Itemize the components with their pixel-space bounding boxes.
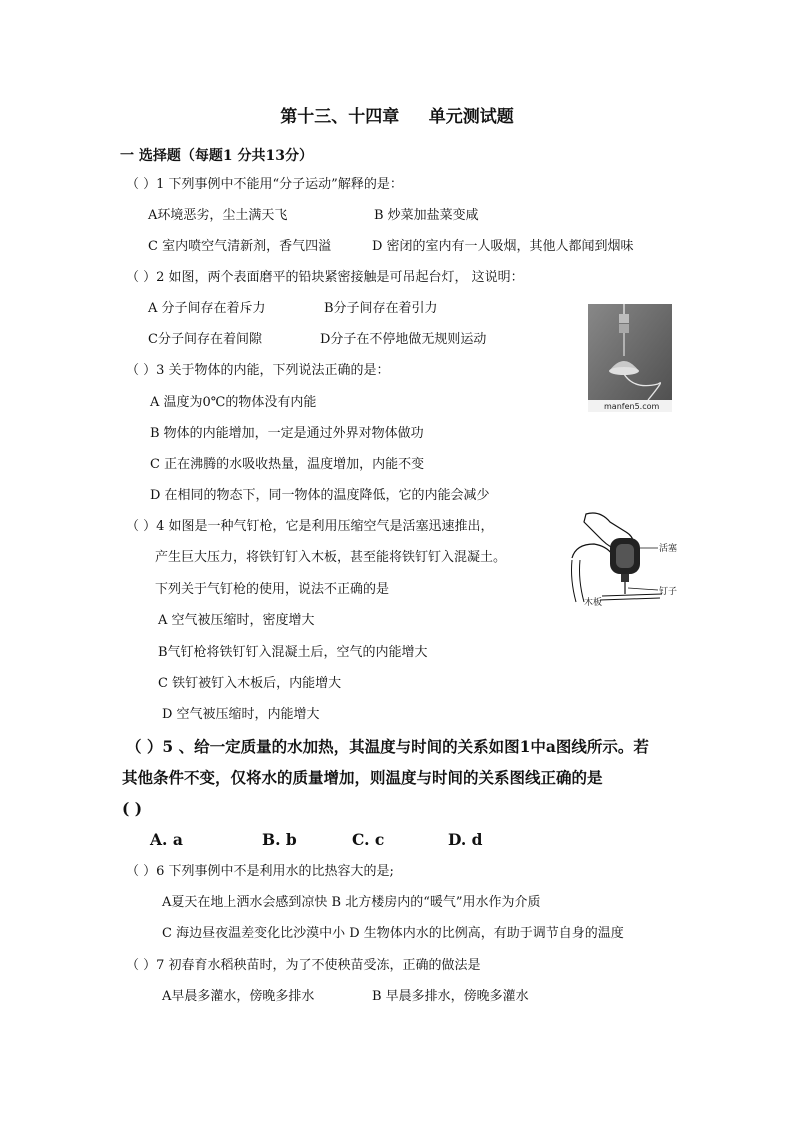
question-2-option-d: D分子在不停地做无规则运动 [320, 332, 487, 347]
question-3-stem: （ ）3 关于物体的内能，下列说法正确的是： [126, 363, 390, 378]
question-5-stem-line-2: 其他条件不变，仅将水的质量增加，则温度与时间的关系图线正确的是 [122, 768, 603, 787]
question-7-stem: （ ）7 初春育水稻秧苗时，为了不使秧苗受冻，正确的做法是 [126, 958, 481, 973]
question-6-stem: （ ）6 下列事例中不是利用水的比热容大的是; [126, 864, 394, 879]
question-3-option-a: A 温度为0℃的物体没有内能 [150, 395, 317, 410]
question-4-stem-line-3: 下列关于气钉枪的使用，说法不正确的是 [155, 582, 390, 597]
figure-label-piston: 活塞 [659, 544, 678, 554]
lead-blocks-lamp-figure [588, 304, 672, 412]
figure-watermark: manfen5.com [604, 402, 660, 411]
question-1-option-c: C 室内喷空气清新剂，香气四溢 [148, 239, 332, 254]
question-1-option-a: A环境恶劣，尘土满天飞 [148, 208, 288, 223]
question-6-options-line-1: A夏天在地上洒水会感到凉快 B 北方楼房内的“暖气”用水作为介质 [162, 895, 541, 910]
nail-gun-figure [566, 508, 686, 608]
question-3-option-c: C 正在沸腾的水吸收热量，温度增加，内能不变 [150, 457, 425, 472]
question-7-option-a: A早晨多灌水，傍晚多排水 [162, 989, 315, 1004]
lamp-photo-icon [588, 304, 672, 412]
question-4-option-c: C 铁钉被钉入木板后，内能增大 [158, 676, 342, 691]
question-4-option-b: B气钉枪将铁钉钉入混凝土后，空气的内能增大 [158, 645, 428, 660]
question-7-option-b: B 早晨多排水，傍晚多灌水 [372, 989, 529, 1004]
question-2-option-a: A 分子间存在着斥力 [148, 301, 266, 316]
question-4-option-d: D 空气被压缩时，内能增大 [162, 707, 320, 722]
question-5-stem-line-1: （ ）5 、给一定质量的水加热，其温度与时间的关系如图1中a图线所示。若 [126, 737, 649, 756]
section-heading: 一 选择题（每题1 分共13分） [120, 148, 313, 164]
question-4-stem-line-1: （ ）4 如图是一种气钉枪，它是利用压缩空气是活塞迅速推出， [126, 519, 494, 534]
question-3-option-d: D 在相同的物态下，同一物体的温度降低，它的内能会减少 [150, 488, 490, 503]
question-1-stem: （ ）1 下列事例中不能用“分子运动”解释的是： [126, 177, 403, 192]
question-2-stem: （ ）2 如图，两个表面磨平的铅块紧密接触是可吊起台灯， 这说明： [126, 270, 524, 285]
figure-label-nail: 钉子 [659, 587, 678, 597]
question-6-options-line-2: C 海边昼夜温差变化比沙漠中小 D 生物体内水的比例高，有助于调节自身的温度 [162, 926, 624, 941]
question-5-stem-line-3: ( ) [122, 799, 143, 818]
question-2-option-b: B分子间存在着引力 [324, 301, 438, 316]
figure-label-board: 木板 [584, 598, 603, 608]
question-4-option-a: A 空气被压缩时，密度增大 [158, 613, 315, 628]
page-title: 第十三、十四章 单元测试题 [280, 107, 514, 127]
question-4-stem-line-2: 产生巨大压力，将铁钉钉入木板，甚至能将铁钉钉入混凝土。 [155, 550, 507, 565]
question-1-option-b: B 炒菜加盐菜变咸 [374, 208, 479, 223]
question-2-option-c: C分子间存在着间隙 [148, 332, 262, 347]
question-5-option-d: D. d [448, 830, 483, 849]
nail-gun-icon [566, 508, 686, 608]
question-5-option-b: B. b [262, 830, 297, 849]
question-3-option-b: B 物体的内能增加，一定是通过外界对物体做功 [150, 426, 424, 441]
question-5-option-a: A. a [150, 830, 183, 849]
question-1-option-d: D 密闭的室内有一人吸烟，其他人都闻到烟味 [372, 239, 634, 254]
question-5-option-c: C. c [352, 830, 385, 849]
